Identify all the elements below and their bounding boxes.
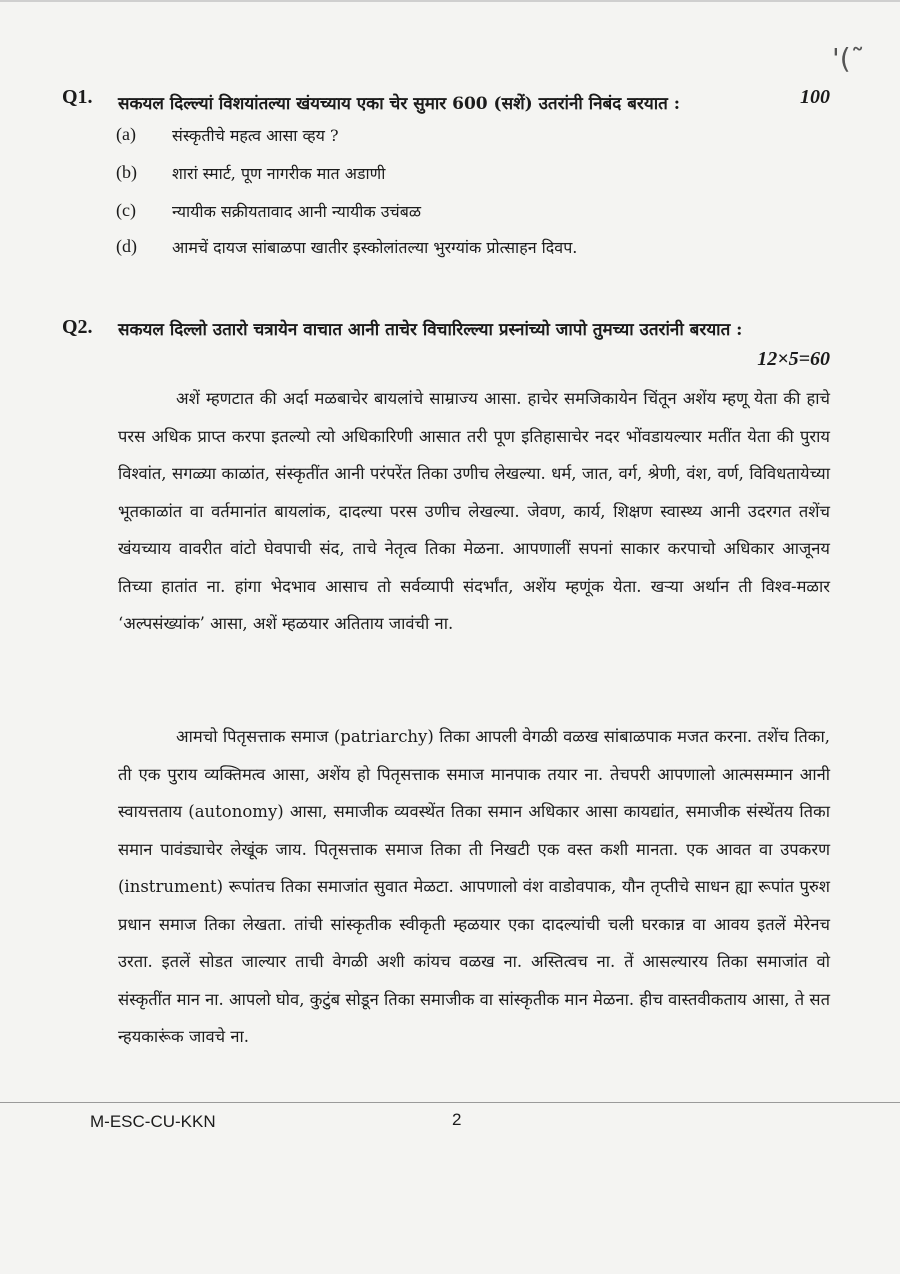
footer-divider	[0, 1102, 900, 1103]
option-text: शारां स्मार्ट, पूण नागरीक मात अडाणी	[172, 164, 386, 183]
passage-paragraph-2: आमचो पितृसत्ताक समाज (patriarchy) तिका आपली वेगळी वळख सांबाळपाक मजत करना. तशेंच तिका, ती एक पुराय व्यक्तिमत्व आसा, अशेंय हो पितृसत्ताक समाज मानपाक तयार ना. तेचपरी आपणालो आत्मसम्मान आनी स्वायत्तताय (autonomy) आसा, समाजीक व्यवस्थेंत तिका समान अधिकार आसा कायद्यांत, समाजीक संस्थेंतय तिका समान पावंड्याचेर लेखूंक जाय. पितृसत्ताक समाज तिका ती निखटी एक वस्त कशी मानता. एक आवत वा उपकरण (instrument) रूपांतच तिका समाजांत सुवात मेळटा. आपणालो वंश वाडोवपाक, यौन तृप्तीचे साधन ह्या रूपांत पुरुश प्रधान समाज तिका लेखता. तांची सांस्कृतीक स्वीकृती म्हळयार एका दादल्यांची चली घरकान्न वा आवय इतलें मेरेनच उरता. इतलें सोडत जाल्यार ताची वेगळी अशी कांयच वळख ना. अस्तित्वच ना. तें आसल्यारय तिका समाजांत वो संस्कृतींत मान ना. आपलो घोव, कुटुंब सोडून तिका समाजीक वा सांस्कृतीक मान मेळना. हीच वास्तवीकताय आसा, ते सत न्हयकारूंक जावचे ना.	[118, 727, 830, 1046]
question-1-text: सकयल दिल्ल्यां विशयांतल्या खंयच्याय एका चेर सुमार 600 (सशें) उतरांनी निबंद बरयात :	[118, 94, 681, 114]
option-label: (c)	[116, 200, 136, 220]
question-2-marks: 12×5=60	[757, 348, 830, 370]
scan-mark-icon: '(˜	[832, 42, 865, 75]
option-text: न्यायीक सक्रीयतावाद आनी न्यायीक उचंबळ	[172, 202, 421, 221]
page-number: 2	[452, 1110, 462, 1129]
question-1-marks: 100	[800, 86, 830, 108]
question-2-heading	[62, 312, 830, 388]
option-label: (b)	[116, 162, 137, 182]
paper-code: M-ESC-CU-KKN	[90, 1112, 216, 1131]
question-1-number: Q1.	[62, 86, 93, 108]
option-label: (d)	[116, 236, 137, 256]
top-edge-line	[0, 0, 900, 2]
option-text: आमचें दायज सांबाळपा खातीर इस्कोलांतल्या भुरग्यांक प्रोत्साहन दिवप.	[172, 238, 578, 257]
question-2-text: सकयल दिल्लो उतारो चत्रायेन वाचात आनी ताचेर विचारिल्ल्या प्रस्नांच्यो जापो तुमच्या उतरांनी बरयात :	[118, 320, 743, 340]
question-2-number: Q2.	[62, 316, 93, 338]
passage-paragraph-1: अशें म्हणटात की अर्दा मळबाचेर बायलांचे साम्राज्य आसा. हाचेर समजिकायेन चिंतून अशेंय म्हणू येता की हाचे परस अधिक प्राप्त करपा इतल्यो त्यो अधिकारिणी आसात तरी पूण इतिहासाचेर नदर भोंवडायल्यार मतींत येता की पुराय विश्वांत, सगळ्या काळांत, संस्कृतींत आनी परंपरेंत तिका उणीच लेखल्या. धर्म, जात, वर्ग, श्रेणी, वंश, वर्ण, विविधतायेच्या भूतकाळांत वा वर्तमानांत बायलांक, दादल्या परस उणीच लेखल्या. जेवण, कार्य, शिक्षण स्वास्थ्य आनी उदरगत तशेंच खंयच्याय वावरीत वांटो घेवपाची संद, ताचे नेतृत्व तिका मेळना. आपणालीं सपनां साकार करपाचो अधिकार आजूनय तिच्या हातांत ना. हांगा भेदभाव आसाच तो सर्वव्यापी संदर्भांत, अशेंय म्हणूंक येता. खऱ्या अर्थान ती विश्व-मळार ‘अल्पसंख्यांक’ आसा, अशें म्हळयार अतिताय जावंची ना.	[118, 389, 830, 633]
option-label: (a)	[116, 124, 136, 144]
option-text: संस्कृतीचे महत्व आसा व्हय ?	[172, 126, 339, 145]
